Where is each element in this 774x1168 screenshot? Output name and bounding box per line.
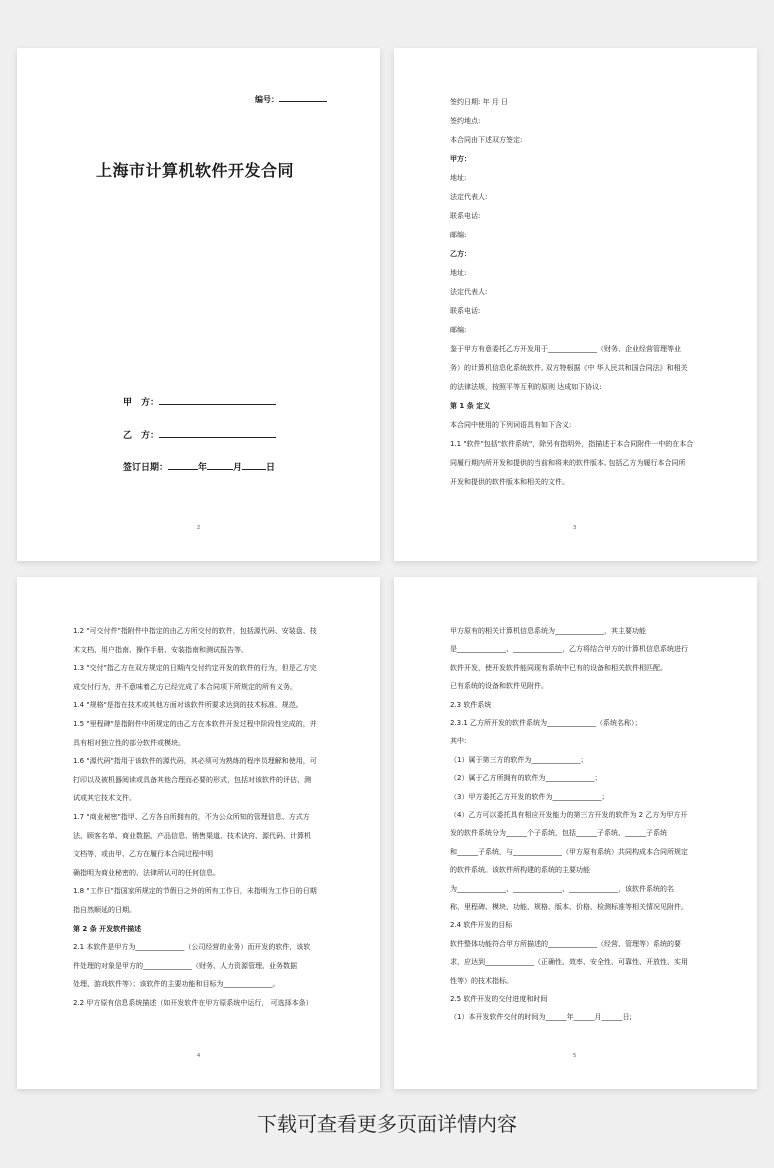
text-line: （2）属于乙方所拥有的软件为______________； [450, 774, 602, 783]
text-line: 打印以及被机器阅读或具备其他合理而必要的形式，包括对该软件的评估、测 [73, 775, 311, 784]
text-line: 术文档、用户指南、操作手册、安装指南和测试报告等。 [73, 645, 248, 654]
text-line: 2.3.1 乙方所开发的软件系统为______________（系统名称）； [450, 719, 642, 727]
text-line: 的法律法规，按照平等互利的原则 达成如下协议: [450, 383, 602, 391]
text-line: 成交付行为，并不意味着乙方已经完成了本合同项下所规定的所有义务。 [73, 682, 297, 691]
text-line: 试或其它技术文件。 [73, 794, 136, 803]
download-more-caption: 下载可查看更多页面详情内容 [257, 1112, 517, 1136]
text-line: 鉴于甲方有意委托乙方开发用于______________（财务、企业经营管理等业 [450, 345, 681, 353]
section-heading: 第 1 条 定义 [450, 402, 491, 410]
text-line: 的软件系统。该软件所构建的系统的主要功能 [450, 866, 590, 875]
text-line: 签约日期: 年 月 日 [450, 98, 509, 106]
text-line: 法定代表人: [450, 193, 488, 201]
text-line: （1）本开发软件交付的时间为______年______月______日; [450, 1013, 632, 1022]
text-line: 性等）的技术指标。 [450, 976, 513, 985]
party-b-blank [159, 429, 276, 438]
serial-blank [279, 93, 327, 102]
text-line: 法、顾客名单、商业数据、产品信息、销售渠道、技术诀窍、源代码、计算机 [73, 831, 311, 840]
document-page-parties [394, 48, 757, 561]
section-heading: 第 2 条 开发软件描述 [73, 924, 142, 933]
text-line: 地址: [450, 269, 467, 277]
text-line: 2.3 软件系统 [450, 700, 492, 709]
page-number: 2 [197, 525, 201, 531]
day-label: 日 [266, 463, 276, 473]
serial-label: 编号： [255, 95, 279, 104]
year-label: 年 [198, 463, 208, 473]
page-number: 4 [197, 1053, 201, 1059]
text-line: 本合同由下述双方签定: [450, 136, 523, 144]
text-line: 法定代表人: [450, 288, 488, 296]
text-line: 软件开发，使开发软件能同现有系统中已有的设备和相关软件相匹配。 [450, 663, 667, 672]
text-line: 1.8 "工作日"指国家所规定的节假日之外的所有工作日，未指明为工作日的日期 [73, 887, 317, 896]
text-line: 1.1 "软件"包括"软件系统"，除另有指明外，指描述于本合同附件一中的在本合 [450, 440, 694, 448]
serial-number [255, 93, 327, 105]
contract-title: 上海市计算机软件开发合同 [96, 161, 295, 180]
sign-date-label: 签订日期： [123, 463, 169, 473]
text-line: 1.5 "里程碑"是指附件中所规定的由乙方在本软件开发过程中阶段性完成的，并 [73, 720, 317, 728]
text-line: 联系电话: [450, 307, 481, 315]
text-line: 1.4 "规格"是指在技术或其他方面对该软件所要求达到的技术标准、规范。 [73, 701, 303, 710]
text-line: 地址: [450, 174, 467, 182]
year-blank [168, 461, 198, 470]
sign-date-line [123, 460, 275, 473]
text-line: 是______________、______________，乙方将结合甲方的计算机信息系统进行 [450, 645, 688, 654]
text-line: 联系电话: [450, 212, 481, 220]
text-line: 1.7 "商业秘密"指甲、乙方各自所拥有的，不为公众所知的管理信息、方式方 [73, 813, 310, 821]
text-line: 求，应达到______________（正确性、效率、安全性、可靠性、开放性、实用 [450, 958, 688, 967]
text-line: 2.1 本软件是甲方为______________（公司经营的业务）而开发的软件，该软 [73, 943, 311, 952]
text-line: 软件整体功能符合甲方所描述的______________（经营、管理等）系统的要 [450, 939, 681, 948]
text-line: 开发和提供的软件版本和相关的文件。 [450, 478, 569, 486]
text-line: 确指明为商业秘密的、法律所认可的任何信息。 [73, 868, 220, 877]
text-line: 甲方原有的相关计算机信息系统为______________，其主要功能 [450, 627, 646, 635]
text-line: 具有相对独立性的部分软件或模块。 [73, 738, 185, 747]
party-b-label: 乙 方： [123, 431, 160, 441]
text-line: （3）甲方委托乙方开发的软件为______________； [450, 792, 609, 801]
text-line: 1.3 "交付"指乙方在双方规定的日期内交付约定开发的软件的行为，但是乙方完 [73, 664, 317, 673]
text-line: 发的软件系统分为______个子系统，包括______子系统、______子系统 [450, 829, 667, 838]
section-heading: 甲方： [450, 155, 471, 163]
text-line: （4）乙方可以委托具有相应开发能力的第三方开发的软件为 2 乙方为甲方开 [450, 811, 688, 819]
text-line: 已有系统的设备和软件见附件。 [450, 682, 548, 691]
month-label: 月 [233, 463, 243, 473]
page-number: 5 [573, 1053, 577, 1059]
text-line: 邮编: [450, 326, 467, 334]
text-line: 其中: [450, 737, 467, 746]
day-blank [242, 461, 266, 470]
text-line: 指自然顺延的日期。 [73, 906, 136, 914]
document-page-definitions [17, 577, 380, 1089]
text-line: 2.2 甲方原有信息系统描述（如开发软件在甲方原系统中运行， 可选择本条） [73, 999, 313, 1007]
text-line: 和______子系统，与______________（甲方原有系统）共同构成本合同所规定 [450, 847, 688, 856]
text-line: 处理、游戏软件等）；该软件的主要功能和目标为______________。 [73, 980, 280, 989]
party-b-line [123, 428, 276, 441]
party-a-line [123, 395, 276, 408]
document-page-cover [17, 48, 380, 561]
page-number: 3 [573, 525, 577, 531]
text-line: 2.4 软件开发的目标 [450, 921, 513, 930]
month-blank [207, 461, 233, 470]
text-line: 1.6 "源代码"指用于该软件的源代码，其必须可为熟练的程序员理解和使用，可 [73, 757, 317, 766]
text-line: 邮编: [450, 231, 467, 239]
text-line: （1）属于第三方的软件为______________； [450, 755, 588, 764]
text-line: 务）的计算机信息化系统软件, 双方特根据《中 华人民共和国合同法》和相关 [450, 364, 688, 372]
text-line: 1.2 "可交付件"指附件中指定的由乙方所交付的软件，包括源代码、安装盘、技 [73, 627, 317, 635]
text-line: 件处理的对象是甲方的______________（财务、人力资源管理、业务数据 [73, 961, 297, 970]
text-line: 2.5 软件开发的交付进度和时间 [450, 995, 548, 1003]
section-heading: 乙方： [450, 250, 471, 258]
text-line: 签约地点: [450, 117, 481, 125]
text-line: 为______________、______________、______________，该软件系统的名 [450, 884, 674, 893]
party-a-blank [159, 396, 276, 405]
party-a-label: 甲 方： [123, 398, 160, 408]
text-line: 本合同中使用的下列词语具有如下含义: [450, 421, 572, 429]
text-line: 同履行期内所开发和提供的当前和将来的软件版本, 包括乙方为履行本合同所 [450, 459, 686, 467]
text-line: 称、里程碑、模块、功能、规格、版本、价格、检测标准等相关情况见附件。 [450, 903, 688, 911]
text-line: 文档等，或由甲、乙方在履行本合同过程中明 [73, 850, 213, 859]
document-page-software-description [394, 577, 757, 1089]
